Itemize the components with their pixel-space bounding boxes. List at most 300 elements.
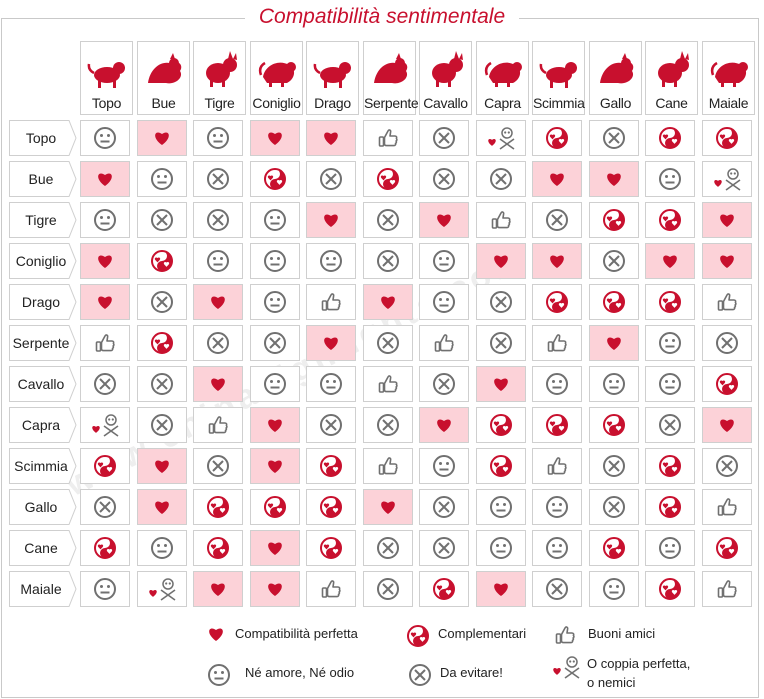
column-label: Capra (484, 95, 521, 111)
avoid-icon (206, 454, 230, 478)
yin-yang-icon (406, 624, 430, 653)
grid-cell-tigre-topo (80, 202, 130, 238)
row-label-topo (9, 120, 77, 156)
grid-cell-coniglio-maiale (702, 243, 752, 279)
grid-cell-serpente-tigre (193, 325, 243, 361)
avoid-icon (319, 413, 343, 437)
grid-cell-capra-coniglio (250, 407, 300, 443)
neutral-face-icon (602, 577, 626, 601)
row-label-text: Scimmia (14, 458, 68, 474)
grid-cell-tigre-coniglio (250, 202, 300, 238)
grid-cell-capra-scimmia (532, 407, 582, 443)
neutral-face-icon (150, 167, 174, 191)
grid-cell-cavallo-coniglio (250, 366, 300, 402)
grid-cell-cavallo-cane (645, 366, 695, 402)
cane-animal-icon (652, 51, 694, 91)
row-label-serpente (9, 325, 77, 361)
neutral-face-icon (93, 126, 117, 150)
thumbs-up-icon (320, 578, 342, 600)
neutral-face-icon (432, 454, 456, 478)
yin-yang-icon (658, 126, 682, 150)
heart-icon (546, 169, 568, 189)
grid-cell-drago-scimmia (532, 284, 582, 320)
row-label-text: Bue (28, 171, 54, 187)
grid-cell-maiale-drago (306, 571, 356, 607)
yin-yang-icon (489, 454, 513, 478)
grid-cell-coniglio-cane (645, 243, 695, 279)
row-label-maiale (9, 571, 77, 607)
grid-cell-tigre-serpente (363, 202, 413, 238)
grid-cell-drago-gallo (589, 284, 639, 320)
grid-cell-gallo-bue (137, 489, 187, 525)
capra-animal-icon (483, 51, 525, 91)
grid-cell-serpente-serpente (363, 325, 413, 361)
grid-cell-cavallo-serpente (363, 366, 413, 402)
grid-cell-scimmia-scimmia (532, 448, 582, 484)
grid-cell-coniglio-serpente (363, 243, 413, 279)
avoid-icon (93, 495, 117, 519)
yin-yang-icon (263, 495, 287, 519)
neutral-face-icon (263, 290, 287, 314)
neutral-face-icon (658, 372, 682, 396)
grid-cell-topo-capra (476, 120, 526, 156)
grid-cell-tigre-cavallo (419, 202, 469, 238)
grid-cell-coniglio-tigre (193, 243, 243, 279)
grid-cell-bue-drago (306, 161, 356, 197)
avoid-icon (376, 331, 400, 355)
yin-yang-icon (206, 536, 230, 560)
grid-cell-gallo-capra (476, 489, 526, 525)
grid-cell-gallo-scimmia (532, 489, 582, 525)
heart-icon (716, 210, 738, 230)
grid-cell-maiale-bue (137, 571, 187, 607)
legend-label-complementari: Complementari (438, 626, 527, 641)
yin-yang-icon (93, 536, 117, 560)
heart-icon (94, 251, 116, 271)
row-label-text: Cavallo (17, 376, 65, 392)
row-label-text: Capra (21, 417, 61, 433)
grid-cell-topo-scimmia (532, 120, 582, 156)
grid-cell-bue-gallo (589, 161, 639, 197)
avoid-icon (376, 536, 400, 560)
thumbs-up-icon (433, 332, 455, 354)
grid-cell-cane-maiale (702, 530, 752, 566)
grid-cell-capra-cane (645, 407, 695, 443)
grid-cell-bue-capra (476, 161, 526, 197)
grid-cell-cane-tigre (193, 530, 243, 566)
thumbs-up-icon (716, 496, 738, 518)
neutral-face-icon (206, 126, 230, 150)
heart-icon (151, 128, 173, 148)
yin-yang-icon (263, 167, 287, 191)
grid-cell-coniglio-gallo (589, 243, 639, 279)
heart-icon (320, 333, 342, 353)
grid-cell-bue-maiale (702, 161, 752, 197)
yin-yang-icon (150, 331, 174, 355)
avoid-icon (150, 372, 174, 396)
grid-cell-cavallo-scimmia (532, 366, 582, 402)
yin-yang-icon (150, 249, 174, 273)
bue-animal-icon (144, 51, 186, 91)
grid-cell-tigre-bue (137, 202, 187, 238)
avoid-icon (489, 331, 513, 355)
grid-cell-topo-cavallo (419, 120, 469, 156)
grid-cell-capra-maiale (702, 407, 752, 443)
yin-yang-icon (658, 290, 682, 314)
avoid-icon (715, 454, 739, 478)
row-label-capra (9, 407, 77, 443)
thumbs-up-icon (207, 414, 229, 436)
scimmia-animal-icon (539, 51, 581, 91)
grid-cell-bue-serpente (363, 161, 413, 197)
grid-cell-maiale-maiale (702, 571, 752, 607)
column-header-capra (476, 41, 529, 115)
avoid-icon (432, 167, 456, 191)
neutral-face-icon (545, 536, 569, 560)
column-header-topo (80, 41, 133, 115)
grid-cell-drago-drago (306, 284, 356, 320)
neutral-face-icon (93, 208, 117, 232)
heart-icon (205, 624, 227, 649)
grid-cell-bue-topo (80, 161, 130, 197)
grid-cell-scimmia-tigre (193, 448, 243, 484)
yin-yang-icon (658, 208, 682, 232)
grid-cell-tigre-capra (476, 202, 526, 238)
grid-cell-topo-topo (80, 120, 130, 156)
grid-cell-cane-cavallo (419, 530, 469, 566)
neutral-face-icon (150, 536, 174, 560)
avoid-icon (489, 290, 513, 314)
yin-yang-icon (319, 536, 343, 560)
avoid-icon (545, 208, 569, 232)
neutral-face-icon (206, 249, 230, 273)
legend-label-enemy-2: o nemici (587, 675, 636, 690)
column-label: Scimmia (533, 95, 585, 111)
grid-cell-topo-serpente (363, 120, 413, 156)
column-label: Cavallo (423, 95, 468, 111)
grid-cell-cane-drago (306, 530, 356, 566)
yin-yang-icon (602, 290, 626, 314)
legend-label-enemy-wrap (587, 654, 690, 692)
yin-yang-icon (658, 577, 682, 601)
heart-icon (207, 374, 229, 394)
grid-cell-drago-cavallo (419, 284, 469, 320)
avoid-icon (376, 577, 400, 601)
grid-cell-serpente-bue (137, 325, 187, 361)
grid-cell-serpente-capra (476, 325, 526, 361)
avoid-icon (658, 413, 682, 437)
avoid-icon (545, 577, 569, 601)
chart-title-wrap (0, 2, 764, 32)
row-label-cavallo (9, 366, 77, 402)
maiale-animal-icon (709, 51, 751, 91)
heart-icon (377, 497, 399, 517)
serpente-animal-icon (370, 51, 412, 91)
avoid-icon (263, 331, 287, 355)
heart-icon (490, 579, 512, 599)
grid-cell-maiale-gallo (589, 571, 639, 607)
grid-cell-cavallo-drago (306, 366, 356, 402)
row-label-tigre (9, 202, 77, 238)
grid-cell-scimmia-drago (306, 448, 356, 484)
grid-cell-maiale-cavallo (419, 571, 469, 607)
yin-yang-icon (319, 495, 343, 519)
legend-item-complementari (406, 624, 526, 653)
grid-cell-serpente-drago (306, 325, 356, 361)
grid-cell-topo-drago (306, 120, 356, 156)
topo-animal-icon (87, 51, 129, 91)
grid-cell-maiale-topo (80, 571, 130, 607)
avoid-icon (376, 413, 400, 437)
legend-label-enemy-1: O coppia perfetta, (587, 656, 691, 671)
neutral-face-icon (319, 249, 343, 273)
grid-cell-coniglio-coniglio (250, 243, 300, 279)
heart-icon (377, 292, 399, 312)
heart-icon (320, 210, 342, 230)
grid-cell-coniglio-cavallo (419, 243, 469, 279)
thumbs-up-icon (320, 291, 342, 313)
grid-cell-drago-coniglio (250, 284, 300, 320)
grid-cell-scimmia-cavallo (419, 448, 469, 484)
neutral-face-icon (658, 331, 682, 355)
yin-yang-icon (658, 495, 682, 519)
avoid-icon (206, 331, 230, 355)
grid-cell-tigre-maiale (702, 202, 752, 238)
grid-cell-topo-maiale (702, 120, 752, 156)
neutral-face-icon (263, 249, 287, 273)
heart-icon (320, 128, 342, 148)
neutral-face-icon (207, 663, 231, 692)
grid-cell-gallo-drago (306, 489, 356, 525)
column-header-tigre (193, 41, 246, 115)
grid-cell-drago-tigre (193, 284, 243, 320)
avoid-icon (150, 290, 174, 314)
heart-icon (264, 456, 286, 476)
heart-icon (716, 415, 738, 435)
grid-cell-topo-tigre (193, 120, 243, 156)
drago-animal-icon (313, 51, 355, 91)
legend-item-buoni-amici (554, 624, 655, 651)
grid-cell-gallo-cavallo (419, 489, 469, 525)
neutral-face-icon (263, 372, 287, 396)
heart-icon (264, 128, 286, 148)
grid-cell-drago-bue (137, 284, 187, 320)
yin-yang-icon (376, 167, 400, 191)
grid-cell-coniglio-topo (80, 243, 130, 279)
grid-cell-capra-serpente (363, 407, 413, 443)
avoid-icon (432, 372, 456, 396)
grid-cell-maiale-tigre (193, 571, 243, 607)
yin-yang-icon (715, 372, 739, 396)
neutral-face-icon (489, 536, 513, 560)
heart-icon (264, 538, 286, 558)
column-header-cane (645, 41, 698, 115)
yin-yang-icon (489, 413, 513, 437)
grid-cell-gallo-tigre (193, 489, 243, 525)
neutral-face-icon (658, 167, 682, 191)
grid-cell-serpente-cavallo (419, 325, 469, 361)
grid-cell-gallo-serpente (363, 489, 413, 525)
grid-cell-cavallo-maiale (702, 366, 752, 402)
thumbs-up-icon (94, 332, 116, 354)
yin-yang-icon (602, 413, 626, 437)
grid-cell-maiale-scimmia (532, 571, 582, 607)
thumbs-up-icon (716, 578, 738, 600)
grid-cell-bue-tigre (193, 161, 243, 197)
grid-cell-bue-cavallo (419, 161, 469, 197)
grid-cell-drago-cane (645, 284, 695, 320)
grid-cell-gallo-gallo (589, 489, 639, 525)
grid-cell-tigre-drago (306, 202, 356, 238)
thumbs-up-icon (377, 127, 399, 149)
avoid-icon (602, 126, 626, 150)
heart-skull-icon (147, 576, 177, 602)
neutral-face-icon (658, 536, 682, 560)
grid-cell-maiale-coniglio (250, 571, 300, 607)
heart-icon (207, 579, 229, 599)
yin-yang-icon (715, 126, 739, 150)
column-label: Topo (91, 95, 122, 111)
grid-cell-serpente-cane (645, 325, 695, 361)
heart-icon (264, 415, 286, 435)
grid-cell-tigre-scimmia (532, 202, 582, 238)
grid-cell-coniglio-bue (137, 243, 187, 279)
grid-cell-cavallo-capra (476, 366, 526, 402)
avoid-icon (150, 413, 174, 437)
row-label-drago (9, 284, 77, 320)
grid-cell-topo-bue (137, 120, 187, 156)
yin-yang-icon (715, 536, 739, 560)
grid-cell-capra-capra (476, 407, 526, 443)
grid-cell-cane-bue (137, 530, 187, 566)
heart-icon (94, 169, 116, 189)
row-label-text: Coniglio (15, 253, 67, 269)
heart-icon (490, 374, 512, 394)
grid-cell-capra-topo (80, 407, 130, 443)
thumbs-up-icon (377, 455, 399, 477)
grid-cell-serpente-coniglio (250, 325, 300, 361)
avoid-icon (602, 495, 626, 519)
thumbs-up-icon (377, 373, 399, 395)
avoid-icon (408, 663, 432, 692)
grid-cell-gallo-coniglio (250, 489, 300, 525)
thumbs-up-icon (546, 332, 568, 354)
legend-item-perfetta (205, 624, 358, 649)
grid-cell-serpente-gallo (589, 325, 639, 361)
neutral-face-icon (432, 249, 456, 273)
grid-cell-serpente-maiale (702, 325, 752, 361)
avoid-icon (150, 208, 174, 232)
grid-cell-maiale-capra (476, 571, 526, 607)
grid-cell-gallo-cane (645, 489, 695, 525)
grid-cell-coniglio-drago (306, 243, 356, 279)
thumbs-up-icon (546, 455, 568, 477)
grid-cell-gallo-maiale (702, 489, 752, 525)
column-label: Coniglio (252, 95, 301, 111)
avoid-icon (715, 331, 739, 355)
heart-icon (603, 169, 625, 189)
column-header-gallo (589, 41, 642, 115)
grid-cell-drago-capra (476, 284, 526, 320)
row-label-text: Maiale (20, 581, 62, 597)
yin-yang-icon (545, 126, 569, 150)
grid-cell-bue-coniglio (250, 161, 300, 197)
grid-cell-cavallo-gallo (589, 366, 639, 402)
grid-cell-gallo-topo (80, 489, 130, 525)
heart-icon (264, 579, 286, 599)
avoid-icon (206, 167, 230, 191)
grid-cell-cane-cane (645, 530, 695, 566)
avoid-icon (432, 495, 456, 519)
heart-icon (659, 251, 681, 271)
column-label: Bue (151, 95, 176, 111)
heart-icon (603, 333, 625, 353)
column-label: Serpente (364, 95, 419, 111)
row-label-coniglio (9, 243, 77, 279)
row-label-gallo (9, 489, 77, 525)
grid-cell-cavallo-bue (137, 366, 187, 402)
neutral-face-icon (93, 577, 117, 601)
grid-cell-scimmia-bue (137, 448, 187, 484)
column-header-coniglio (250, 41, 303, 115)
thumbs-up-icon (490, 209, 512, 231)
avoid-icon (206, 208, 230, 232)
neutral-face-icon (319, 372, 343, 396)
legend-item-neutral (207, 663, 354, 692)
avoid-icon (319, 167, 343, 191)
coniglio-animal-icon (257, 51, 299, 91)
grid-cell-cane-gallo (589, 530, 639, 566)
legend-item-enemy (551, 654, 690, 692)
row-label-bue (9, 161, 77, 197)
grid-cell-maiale-serpente (363, 571, 413, 607)
grid-cell-coniglio-capra (476, 243, 526, 279)
row-label-text: Cane (24, 540, 58, 556)
avoid-icon (432, 126, 456, 150)
neutral-face-icon (432, 290, 456, 314)
chart-title: Compatibilità sentimentale (245, 2, 519, 32)
neutral-face-icon (545, 495, 569, 519)
grid-cell-drago-topo (80, 284, 130, 320)
heart-icon (151, 497, 173, 517)
heart-icon (490, 251, 512, 271)
grid-cell-serpente-topo (80, 325, 130, 361)
heart-skull-icon (486, 125, 516, 151)
legend-label-buoni-amici: Buoni amici (588, 626, 656, 641)
heart-icon (546, 251, 568, 271)
cavallo-animal-icon (426, 51, 468, 91)
column-header-cavallo (419, 41, 472, 115)
column-header-bue (137, 41, 190, 115)
grid-cell-cavallo-cavallo (419, 366, 469, 402)
grid-cell-scimmia-serpente (363, 448, 413, 484)
yin-yang-icon (432, 577, 456, 601)
heart-skull-icon (712, 166, 742, 192)
thumbs-up-icon (716, 291, 738, 313)
neutral-face-icon (545, 372, 569, 396)
grid-cell-cane-scimmia (532, 530, 582, 566)
grid-cell-cane-serpente (363, 530, 413, 566)
yin-yang-icon (206, 495, 230, 519)
grid-cell-cavallo-tigre (193, 366, 243, 402)
column-header-maiale (702, 41, 755, 115)
grid-cell-bue-cane (645, 161, 695, 197)
row-label-text: Topo (25, 130, 57, 146)
column-header-drago (306, 41, 359, 115)
neutral-face-icon (602, 372, 626, 396)
grid-cell-scimmia-capra (476, 448, 526, 484)
row-label-text: Drago (21, 294, 61, 310)
